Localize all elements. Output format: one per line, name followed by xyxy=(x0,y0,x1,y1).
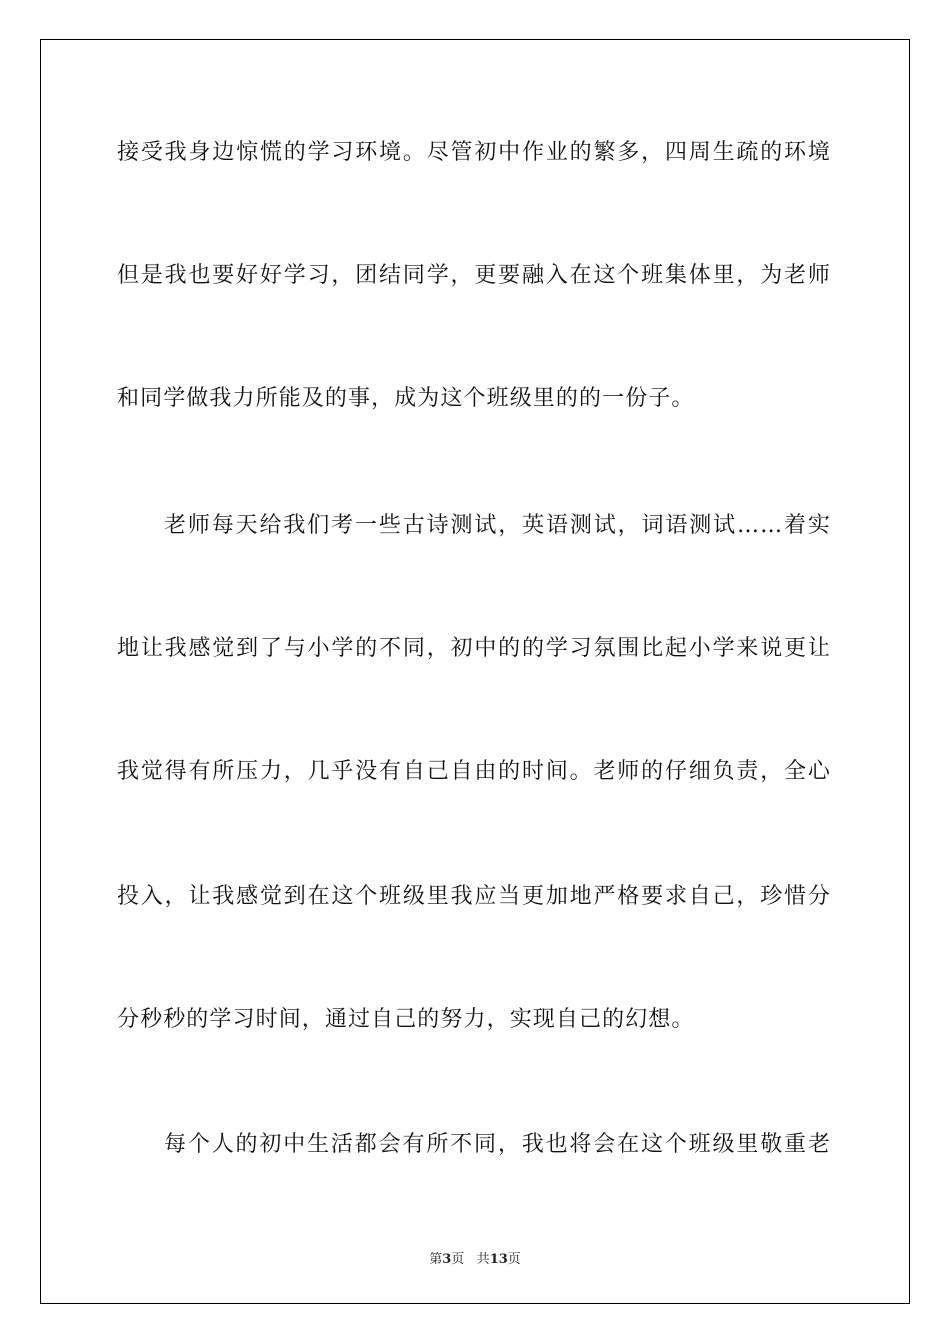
page-border xyxy=(40,39,910,1304)
text-line: 和同学做我力所能及的事，成为这个班级里的的一份子。 xyxy=(117,386,695,411)
text-line: 但是我也要好好学习，团结同学，更要融入在这个班集体里，为老师 xyxy=(117,263,831,288)
text-line: 地让我感觉到了与小学的不同，初中的的学习氛围比起小学来说更让 xyxy=(117,636,831,661)
total-prefix: 共 xyxy=(476,1252,490,1267)
page-number: 3 xyxy=(442,1252,452,1267)
text-line: 每个人的初中生活都会有所不同，我也将会在这个班级里敬重老 xyxy=(164,1132,831,1157)
text-line: 老师每天给我们考一些古诗测试，英语测试，词语测试……着实 xyxy=(164,513,831,538)
page-prefix: 第 xyxy=(429,1252,443,1267)
total-pages: 13 xyxy=(489,1252,508,1267)
text-line: 分秒秒的学习时间，通过自己的努力，实现自己的幻想。 xyxy=(117,1007,695,1032)
total-suffix: 页 xyxy=(507,1252,521,1267)
text-line: 接受我身边惊慌的学习环境。尽管初中作业的繁多，四周生疏的环境 xyxy=(117,140,831,165)
page-footer xyxy=(0,1248,950,1267)
page-suffix: 页 xyxy=(451,1252,465,1267)
text-line: 我觉得有所压力，几乎没有自己自由的时间。老师的仔细负责，全心 xyxy=(117,759,831,784)
text-line: 投入，让我感觉到在这个班级里我应当更加地严格要求自己，珍惜分 xyxy=(117,884,831,909)
